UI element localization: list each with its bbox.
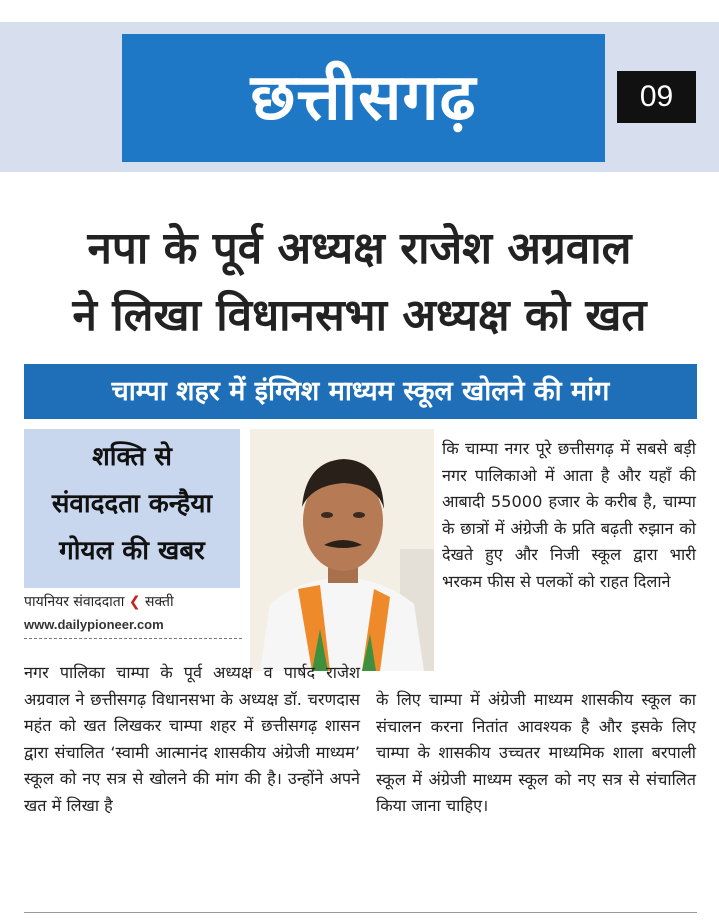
portrait-illustration [250, 429, 434, 671]
headline-line-1: नपा के पूर्व अध्यक्ष राजेश अग्रवाल [87, 223, 632, 274]
byline-line-3: गोयल की खबर [59, 536, 205, 566]
dashed-divider [24, 638, 242, 639]
body-text-right-column [376, 687, 696, 901]
dateline-agency: पायनियर संवाददाता [24, 594, 125, 610]
dateline [24, 592, 240, 614]
portrait-photo [250, 429, 434, 671]
byline-line-2: संवाददता कन्हैया [51, 489, 213, 519]
dateline-place: सक्ती [145, 594, 174, 610]
page-number: 09 [617, 71, 696, 123]
byline-line-1: शक्ति से [92, 442, 172, 472]
section-title: छत्तीसगढ़ [250, 61, 477, 135]
subheadline: चाम्पा शहर में इंग्लिश माध्यम स्कूल खोलने की मांग [111, 376, 610, 407]
bottom-divider [24, 912, 697, 913]
headline-line-2: ने लिखा विधानसभा अध्यक्ष को खत [72, 290, 647, 341]
body-paragraph: के लिए चाम्पा में अंग्रेजी माध्यम शासकीय स्कूल का संचालन करना नितांत आवश्यक है और इसके लिए चाम्पा के शासकीय उच्चतर माध्यमिक शाला बरपाली स्कूल में अंग्रेजी माध्यम स्कूल को नए सत्र से संचालित किया जाना चाहिए। [376, 690, 696, 816]
website-url: www.dailypioneer.com [24, 617, 164, 632]
body-paragraph: नगर पालिका चाम्पा के पूर्व अध्यक्ष व पार्षद राजेश अग्रवाल ने छत्तीसगढ़ विधानसभा के अध्यक्ष डॉ. चरणदास महंत को खत लिखकर चाम्पा शहर में छत्तीसगढ़ शासन द्वारा संचालित ‘स्वामी आत्मानंद शासकीय अंग्रेजी माध्यम’ स्कूल को नए सत्र से खोलने की मांग की है। उन्होंने अपने खत में लिखा है [24, 663, 360, 815]
body-text-left-column [24, 660, 360, 900]
body-paragraph: कि चाम्पा नगर पूरे छत्तीसगढ़ में सबसे बड़ी नगर पालिकाओ में आता है और यहाँ की आबादी 55000 हजार के करीब है, चाम्पा के छात्रों में अंग्रेजी के प्रति बढ़ती रुझान को देखते हुए और निजी स्कूल द्वारा भारी भरकम फीस से पलकों को राहत दिलाने [442, 439, 696, 591]
body-text-right-top [442, 436, 696, 674]
red-chevron-icon: ❮ [128, 594, 141, 610]
